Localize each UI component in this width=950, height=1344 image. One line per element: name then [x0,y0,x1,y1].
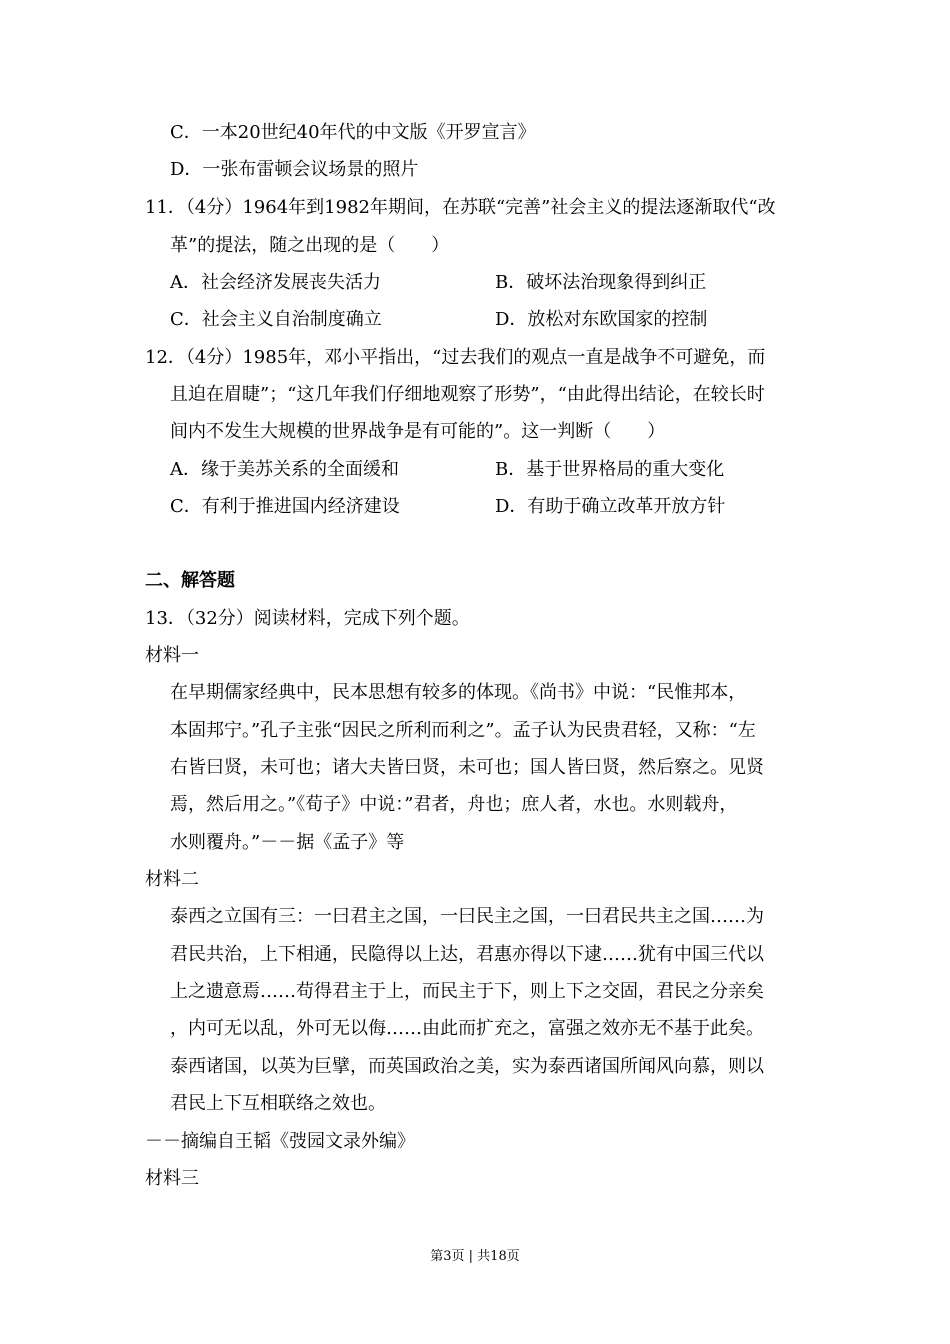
q12-stem-line2: 且迫在眉睫”；“这几年我们仔细地观察了形势”，“由此得出结论，在较长时 [170,384,765,405]
material2-source: －－摘编自王韬《弢园文录外编》 [145,1131,415,1152]
material2-label: 材料二 [145,869,199,890]
q11-option-d: D．放松对东欧国家的控制 [495,309,708,330]
q12-option-a: A．缘于美苏关系的全面缓和 [170,459,399,480]
material1-label: 材料一 [145,645,199,666]
q12-option-d: D．有助于确立改革开放方针 [495,496,726,517]
material1-line: 本固邦宁。”孔子主张“因民之所利而利之”。孟子认为民贵君轻，又称：“左 [170,720,756,741]
material3-label: 材料三 [145,1168,199,1189]
material1-line: 焉，然后用之。”《荀子》中说：”君者，舟也；庶人者，水也。水则载舟， [170,794,738,815]
material2-line: 泰西诸国，以英为巨擘，而英国政治之美，实为泰西诸国所闻风向慕，则以 [170,1056,764,1077]
q10-option-c: C．一本20世纪40年代的中文版《开罗宣言》 [170,122,536,143]
material1-line: 右皆曰贤，未可也；诸大夫皆曰贤，未可也；国人皆曰贤，然后察之。见贤 [170,757,764,778]
q12-option-b: B．基于世界格局的重大变化 [495,459,725,480]
q10-option-d: D．一张布雷顿会议场景的照片 [170,159,419,180]
q12-stem-line3: 间内不发生大规模的世界战争是有可能的”。这一判断（ ） [170,421,666,442]
q11-option-a: A．社会经济发展丧失活力 [170,272,381,293]
q12-stem-line1: 12．（4分）1985年，邓小平指出，“过去我们的观点一直是战争不可避免，而 [145,347,766,368]
material1-line: 水则覆舟。”－－据《孟子》等 [170,832,405,853]
q11-stem-line2: 革”的提法，随之出现的是（ ） [170,235,450,256]
material2-line: ，内可无以乱，外可无以侮……由此而扩充之，富强之效亦无不基于此矣。 [170,1018,764,1039]
material2-line: 君民上下互相联络之效也。 [170,1093,386,1114]
q11-stem-line1: 11．（4分）1964年到1982年期间，在苏联“完善”社会主义的提法逐渐取代“改 [145,197,776,218]
material2-line: 君民共治，上下相通，民隐得以上达，君惠亦得以下逮……犹有中国三代以 [170,944,764,965]
material2-line: 上之遗意焉……苟得君主于上，而民主于下，则上下之交固，君民之分亲矣 [170,981,764,1002]
page-footer: 第3页 | 共18页 [430,1249,520,1264]
q11-option-b: B．破坏法治现象得到纠正 [495,272,707,293]
material1-line: 在早期儒家经典中，民本思想有较多的体现。《尚书》中说：“民惟邦本， [170,682,747,703]
q11-option-c: C．社会主义自治制度确立 [170,309,382,330]
q13-stem: 13．（32分）阅读材料，完成下列个题。 [145,608,470,629]
q12-option-c: C．有利于推进国内经济建设 [170,496,400,517]
section-heading: 二、解答题 [145,570,235,591]
material2-line: 泰西之立国有三：一曰君主之国，一曰民主之国，一曰君民共主之国……为 [170,906,764,927]
